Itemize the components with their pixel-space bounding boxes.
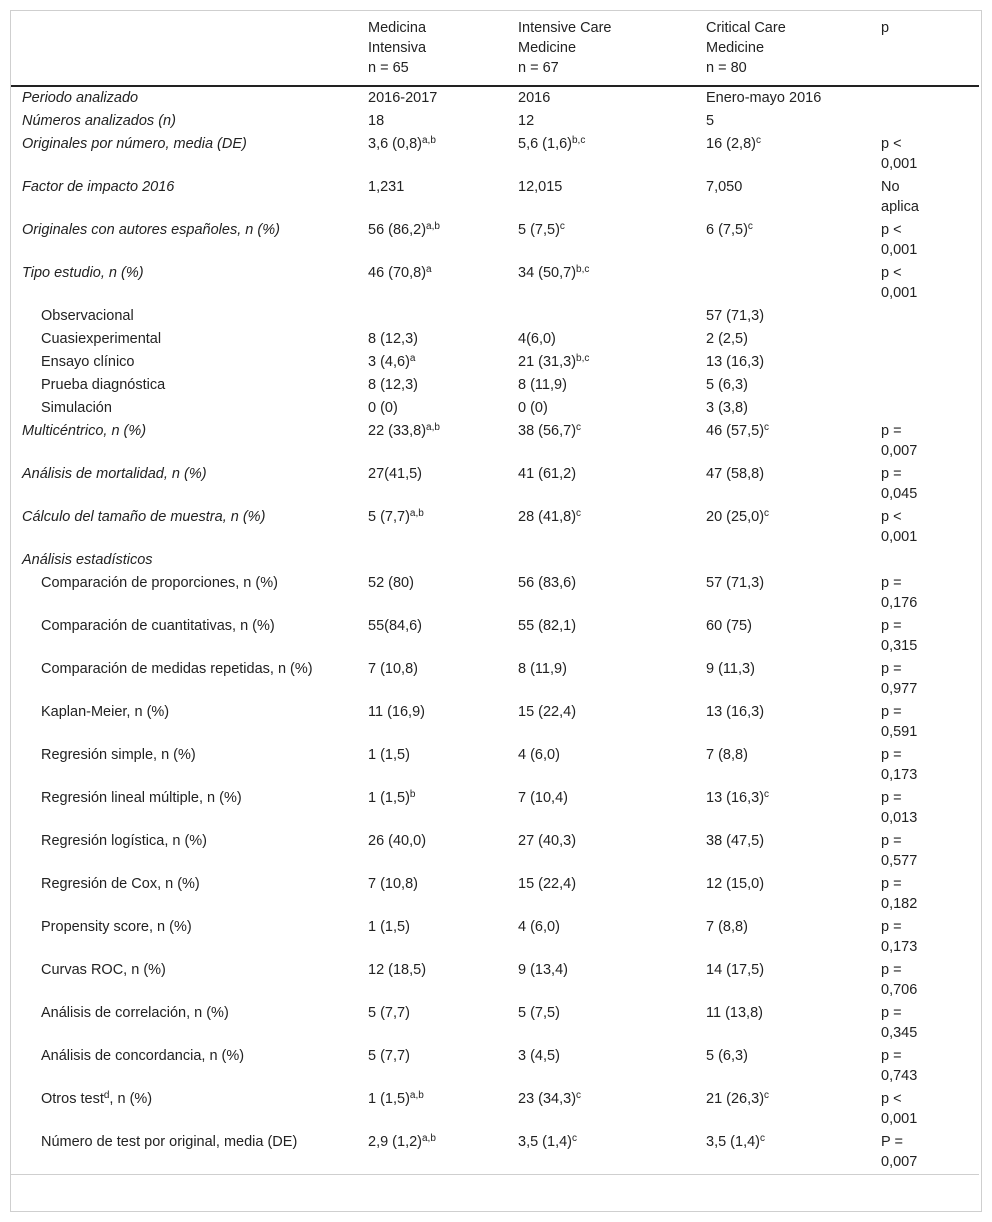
row-label: Comparación de proporciones, n (%) [41,575,278,591]
cell-ccm: 46 $(57,5)^c$ [706,422,770,439]
cell-p: p < 0,001 [881,265,918,301]
cell-ccm: 13 $(16,3)^c$ [706,789,770,806]
row-label: Kaplan-Meier, n (%) [41,704,170,720]
cell-icm: 3 (4,5) [518,1048,560,1064]
cell-mi: 3 $(4,6)^a$ [368,353,416,370]
table-row [11,328,979,351]
cell-p [871,351,979,374]
cell-mi: 1,231 [368,179,405,195]
cell-mi: 56 $(86,2)^{a,b}$ [368,221,440,238]
row-label: Ensayo clínico [41,354,135,370]
cell-mi: 1 $(1,5)^{a,b}$ [368,1090,424,1107]
header-n-critical-care: n = 80 [706,60,747,76]
table-row [11,176,979,219]
cell-p: p = 0,315 [881,618,918,654]
cell-icm: 55 (82,1) [518,618,577,634]
header-empty [11,11,358,58]
cell-icm: 41 (61,2) [518,466,577,482]
cell-p: p = 0,345 [881,1005,918,1041]
cell-ccm: 7,050 [706,179,743,195]
table-row [11,1045,979,1088]
cell-icm: 28 $(41,8)^c$ [518,508,582,525]
table-row [11,701,979,744]
cell-ccm: 6 $(7,5)^c$ [706,221,753,238]
row-label: Simulación [41,400,112,416]
table-row [11,572,979,615]
header-p: p [881,20,890,36]
row-label: Regresión simple, n (%) [41,747,196,763]
header-medicina-intensiva: Medicina Intensiva [368,20,427,56]
table-row [11,549,979,572]
cell-mi: 2,9 $(1,2)^{a,b}$ [368,1133,436,1150]
cell-icm: 38 $(56,7)^c$ [518,422,582,439]
table-row [11,916,979,959]
cell-icm: 5 (7,5) [518,1005,560,1021]
cell-icm: 7 (10,4) [518,790,568,806]
table-row [11,133,979,176]
cell-icm: 56 (83,6) [518,575,577,591]
table-row [11,110,979,133]
table-row [11,86,979,110]
cell-icm: 4 (6,0) [518,747,560,763]
header-n-row [11,58,979,86]
cell-p: p < 0,001 [881,136,918,172]
cell-ccm: 9 (11,3) [706,661,755,677]
cell-icm: 5,6 $(1,6)^{b,c}$ [518,135,586,152]
cell-p: P = 0,007 [881,1134,918,1170]
cell-p [871,549,979,572]
cell-icm: 8 (11,9) [518,377,567,393]
cell-p [871,305,979,328]
header-n-intensive-care: n = 67 [518,60,559,76]
cell-mi: 26 (40,0) [368,833,427,849]
row-label: Originales con autores españoles, n (%) [22,222,280,238]
row-label: Tipo estudio, n (%) [22,265,144,281]
cell-mi [358,305,508,328]
cell-ccm: 21 $(26,3)^c$ [706,1090,770,1107]
table-row [11,787,979,830]
cell-ccm: 7 (8,8) [706,919,748,935]
row-label: Cálculo del tamaño de muestra, n (%) [22,509,266,525]
cell-mi [358,549,508,572]
table-row [11,615,979,658]
cell-mi: 46 $(70,8)^a$ [368,264,432,281]
cell-ccm: 5 [706,113,715,129]
cell-p: p = 0,182 [881,876,918,912]
cell-p: p = 0,013 [881,790,918,826]
cell-ccm: 3,5 $(1,4)^c$ [706,1133,765,1150]
cell-p [871,397,979,420]
cell-mi: 1 (1,5) [368,747,410,763]
cell-mi: 22 $(33,8)^{a,b}$ [368,422,440,439]
cell-mi: 7 (10,8) [368,876,418,892]
cell-icm: 3,5 $(1,4)^c$ [518,1133,577,1150]
cell-icm: 27 (40,3) [518,833,577,849]
cell-icm: 4 (6,0) [518,919,560,935]
cell-ccm: 16 $(2,8)^c$ [706,135,761,152]
row-label: Periodo analizado [22,90,139,106]
row-label: Cuasiexperimental [41,331,162,347]
cell-mi: 27(41,5) [368,466,423,482]
row-label: Análisis de mortalidad, n (%) [22,466,207,482]
cell-ccm: Enero-mayo 2016 [706,90,822,106]
cell-p [871,374,979,397]
row-label: Comparación de medidas repetidas, n (%) [41,661,313,677]
table-row [11,219,979,262]
cell-icm: 21 $(31,3)^{b,c}$ [518,353,590,370]
cell-p: p = 0,176 [881,575,918,611]
cell-icm: 34 $(50,7)^{b,c}$ [518,264,590,281]
row-label: Análisis estadísticos [22,552,153,568]
row-label: Prueba diagnóstica [41,377,166,393]
cell-ccm: 5 (6,3) [706,377,748,393]
table-row [11,397,979,420]
cell-p: p = 0,743 [881,1048,918,1084]
cell-p: p = 0,007 [881,423,918,459]
cell-icm: 0 (0) [518,400,548,416]
cell-mi: 11 (16,9) [368,704,425,720]
cell-icm: 9 (13,4) [518,962,568,978]
cell-ccm: 5 (6,3) [706,1048,748,1064]
cell-ccm: 12 (15,0) [706,876,765,892]
cell-p [871,110,979,133]
header-intensive-care-medicine: Intensive Care Medicine [518,20,612,56]
cell-ccm [696,262,871,305]
cell-mi: 2016-2017 [368,90,438,106]
table-row [11,830,979,873]
cell-ccm: 38 (47,5) [706,833,765,849]
row-label: Número de test por original, media (DE) [41,1134,298,1150]
cell-mi: 1 (1,5) [368,919,410,935]
cell-ccm [696,549,871,572]
row-label: Análisis de concordancia, n (%) [41,1048,245,1064]
cell-mi: 5 (7,7) [368,1048,410,1064]
cell-ccm: 11 (13,8) [706,1005,763,1021]
cell-ccm: 13 (16,3) [706,704,765,720]
cell-ccm: 3 (3,8) [706,400,748,416]
cell-ccm: 7 (8,8) [706,747,748,763]
cell-icm [508,305,696,328]
cell-mi: 0 (0) [368,400,398,416]
table-row [11,420,979,463]
cell-ccm: 13 (16,3) [706,354,765,370]
cell-mi: 8 (12,3) [368,331,418,347]
row-label: Otros test$^d$, n (%) [41,1090,153,1107]
row-label: Números analizados (n) [22,113,176,129]
cell-p: p = 0,591 [881,704,918,740]
cell-p: p < 0,001 [881,222,918,258]
cell-mi: 52 (80) [368,575,414,591]
cell-p: p = 0,173 [881,919,918,955]
cell-icm: 15 (22,4) [518,704,577,720]
cell-mi: 1 $(1,5)^b$ [368,789,416,806]
table-row [11,374,979,397]
table-row [11,305,979,328]
cell-p [871,86,979,110]
table-row [11,959,979,1002]
table-row [11,351,979,374]
cell-mi: 55(84,6) [368,618,423,634]
header-row [11,11,979,58]
row-label: Regresión logística, n (%) [41,833,208,849]
comparison-table [11,11,979,1175]
table-row [11,1002,979,1045]
row-label: Originales por número, media (DE) [22,136,247,152]
row-label: Comparación de cuantitativas, n (%) [41,618,275,634]
cell-mi: 5 $(7,7)^{a,b}$ [368,508,424,525]
cell-ccm: 47 (58,8) [706,466,765,482]
cell-mi: 18 [368,113,385,129]
cell-mi: 5 (7,7) [368,1005,410,1021]
header-critical-care-medicine: Critical Care Medicine [706,20,786,56]
cell-ccm: 2 (2,5) [706,331,748,347]
cell-ccm: 60 (75) [706,618,752,634]
cell-ccm: 57 (71,3) [706,575,765,591]
cell-p: p = 0,577 [881,833,918,869]
table-row [11,744,979,787]
header-n-medicina-intensiva: n = 65 [368,60,409,76]
row-label: Multicéntrico, n (%) [22,423,147,439]
cell-p: p = 0,045 [881,466,918,502]
cell-p: p < 0,001 [881,1091,918,1127]
table-row [11,506,979,549]
table-row [11,463,979,506]
cell-icm: 12 [518,113,535,129]
cell-mi: 7 (10,8) [368,661,418,677]
table-row [11,262,979,305]
cell-ccm: 14 (17,5) [706,962,765,978]
cell-ccm: 57 (71,3) [706,308,765,324]
cell-icm: 4(6,0) [518,331,556,347]
row-label: Curvas ROC, n (%) [41,962,166,978]
cell-p: p = 0,173 [881,747,918,783]
row-label: Observacional [41,308,134,324]
table-row [11,1088,979,1131]
cell-mi: 3,6 $(0,8)^{a,b}$ [368,135,436,152]
cell-icm: 23 $(34,3)^c$ [518,1090,582,1107]
cell-icm [508,549,696,572]
cell-icm: 8 (11,9) [518,661,567,677]
cell-p [871,328,979,351]
cell-ccm: 20 $(25,0)^c$ [706,508,770,525]
row-label: Propensity score, n (%) [41,919,192,935]
cell-icm: 5 $(7,5)^c$ [518,221,565,238]
table-row [11,1131,979,1175]
cell-p: p = 0,977 [881,661,918,697]
row-label: Regresión de Cox, n (%) [41,876,200,892]
cell-mi: 8 (12,3) [368,377,418,393]
cell-p: p = 0,706 [881,962,918,998]
cell-icm: 2016 [518,90,551,106]
cell-mi: 12 (18,5) [368,962,427,978]
table-row [11,658,979,701]
cell-p: p < 0,001 [881,509,918,545]
row-label: Análisis de correlación, n (%) [41,1005,229,1021]
row-label: Regresión lineal múltiple, n (%) [41,790,242,806]
cell-icm: 15 (22,4) [518,876,577,892]
cell-icm: 12,015 [518,179,563,195]
table-row [11,873,979,916]
row-label: Factor de impacto 2016 [22,179,175,195]
cell-p: No aplica [881,179,919,215]
